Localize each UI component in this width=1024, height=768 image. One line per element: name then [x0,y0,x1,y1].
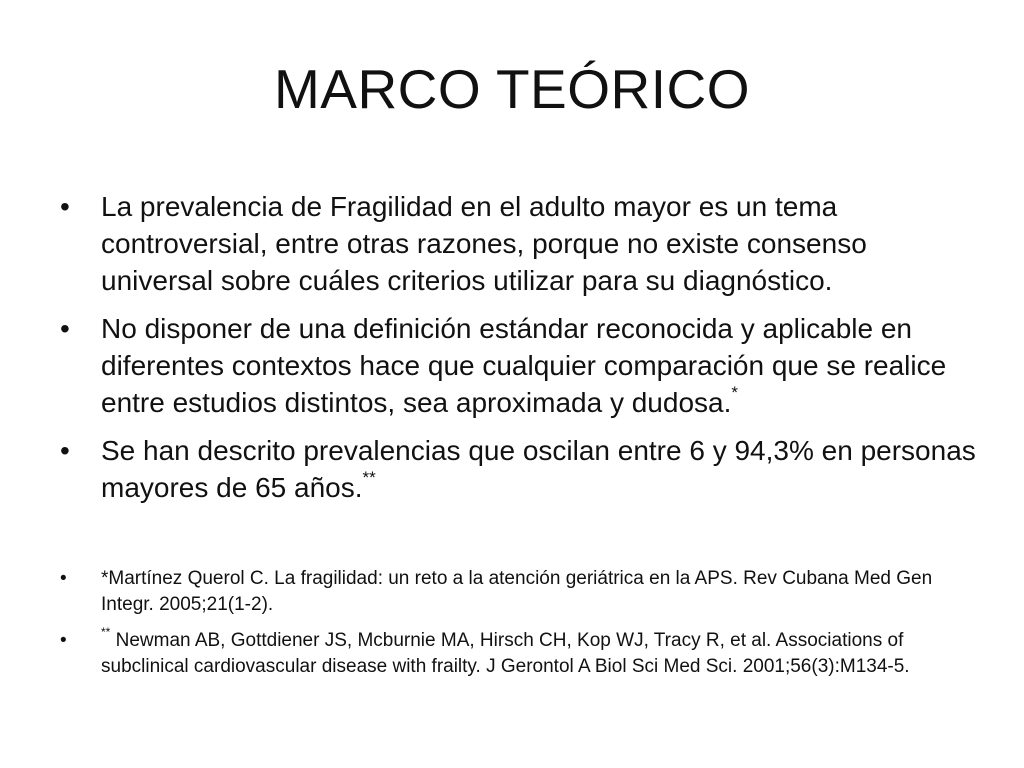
bullet-dot-icon: • [60,435,70,466]
bullet-item [60,432,980,506]
footnote-marker: * [731,382,738,402]
reference-item [60,624,970,680]
bullet-text: La prevalencia de Fragilidad en el adulto mayor es un tema controversial, entre otras razones, porque no existe consenso universal sobre cuáles criterios utilizar para su diagnóstico. [101,191,867,296]
slide-title: MARCO TEÓRICO [273,58,751,120]
bullet-text: Se han descrito prevalencias que oscilan entre 6 y 94,3% en personas mayores de 65 años. [101,435,976,503]
bullet-item [60,188,980,299]
bullet-dot-icon: • [60,568,67,589]
footnote-marker: ** [101,624,111,639]
bullet-dot-icon: • [60,630,67,651]
bullet-list [60,188,980,517]
bullet-dot-icon: • [60,313,70,344]
reference-text: Newman AB, Gottdiener JS, Mcburnie MA, Hirsch CH, Kop WJ, Tracy R, et al. Associations of subclinical cardiovascular disease with frailty. J Gerontol A Biol Sci Med Sci. 2001;56(3):M134-5. [101,630,910,677]
bullet-dot-icon: • [60,191,70,222]
reference-text: *Martínez Querol C. La fragilidad: un reto a la atención geriátrica en la APS. Rev Cubana Med Gen Integr. 2005;21(1-2). [101,568,933,615]
bullet-item [60,310,980,421]
bullet-text: No disponer de una definición estándar reconocida y aplicable en diferentes contextos hace que cualquier comparación que se realice entre estudios distintos, sea aproximada y dudosa. [101,313,947,418]
reference-item [60,566,970,618]
footnote-marker: ** [362,467,376,487]
reference-list [60,566,970,690]
